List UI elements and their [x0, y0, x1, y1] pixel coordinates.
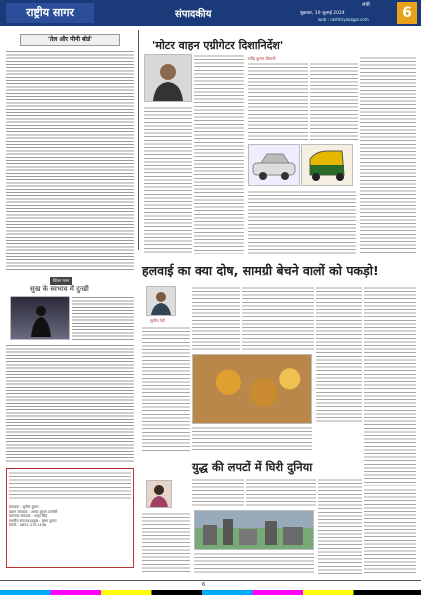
middle-col-bottom [192, 426, 312, 452]
middle-col-1 [142, 326, 190, 452]
feature-kicker: चिंतन मनन [50, 277, 72, 285]
columnist-photo [146, 286, 176, 316]
bottom-col-3 [246, 478, 316, 508]
column-divider [138, 30, 139, 250]
car-icon [249, 145, 299, 185]
middle-col-5 [364, 286, 416, 486]
feature-body-top [72, 296, 134, 340]
bottom-author-portrait-icon [147, 481, 171, 507]
imprint-line: समाचार संपादक : अमृत सिंह [9, 514, 48, 519]
imprint-line: स्थानीय संपादक/प्रमुख : कृष्ण कुमार [9, 518, 57, 523]
imprint-line: संपादक : सुनील कुमार [9, 505, 39, 509]
edition-city: रांची [362, 2, 370, 8]
lead-headline: 'मोटर वाहन एग्रीगेटर दिशानिर्देश' [152, 39, 284, 52]
lead-col-1 [144, 106, 192, 254]
bottom-col-1 [142, 512, 190, 574]
lead-byline: रवींद्र कुमार त्रिपाठी [248, 56, 276, 61]
middle-byline: सुनील रेडी [150, 318, 165, 323]
war-photo [194, 510, 314, 550]
author-portrait-icon [145, 55, 191, 101]
middle-headline: हलवाई का क्या दोष, सामग्री बेचने वालों को पकड़ो! [142, 263, 379, 278]
imprint-line: प्रधान संपादक : आनंद कुमार दानमेरी [9, 509, 58, 514]
middle-col-4 [316, 286, 362, 424]
masthead: राष्ट्रीय सागर [6, 3, 94, 23]
autorickshaw-photo [301, 144, 353, 186]
imprint-intro [9, 471, 131, 501]
city-ruins-icon [195, 511, 313, 549]
lead-col-2 [194, 54, 244, 254]
feature-body [6, 344, 134, 462]
bottom-col-under-photo [194, 552, 314, 574]
bottom-col-5 [364, 488, 416, 574]
feature-photo [10, 296, 70, 340]
footer-folio: 6 [202, 582, 206, 588]
imprint-box [6, 468, 134, 568]
bottom-headline: युद्ध की लपटों में घिरी दुनिया [192, 460, 313, 474]
lead-col-4 [310, 62, 358, 142]
columnist-portrait-icon [147, 287, 175, 315]
bottom-col-2 [192, 478, 244, 508]
bottom-author-photo [146, 480, 172, 508]
lead-col-5 [360, 56, 416, 254]
autorickshaw-icon [302, 145, 352, 185]
website: web : rashtriyasagar.com [318, 17, 369, 22]
footer-rule [0, 580, 421, 581]
imprint-line: संपर्क : 0651-2911436 [9, 523, 47, 528]
author-photo [144, 54, 192, 102]
registration-color-bar [0, 590, 421, 595]
editorial-body [6, 50, 134, 272]
issue-date: शुक्रवार, 19 जुलाई 2024 [300, 11, 345, 16]
sad-person-icon [11, 297, 69, 339]
middle-col-3 [242, 286, 314, 352]
section-title: संपादकीय [175, 9, 212, 20]
lead-col-3 [248, 62, 308, 142]
middle-col-2 [192, 286, 240, 352]
page-number: 6 [397, 2, 417, 24]
bottom-col-4 [318, 478, 362, 574]
feature-title: सुख के स्वभाव में दुःखी [30, 285, 89, 293]
lead-col-bottom [248, 190, 356, 254]
car-photo [248, 144, 300, 186]
editorial-title: 'तेल और पीनी बोर्ड' [20, 34, 120, 46]
spices-photo [192, 354, 312, 424]
